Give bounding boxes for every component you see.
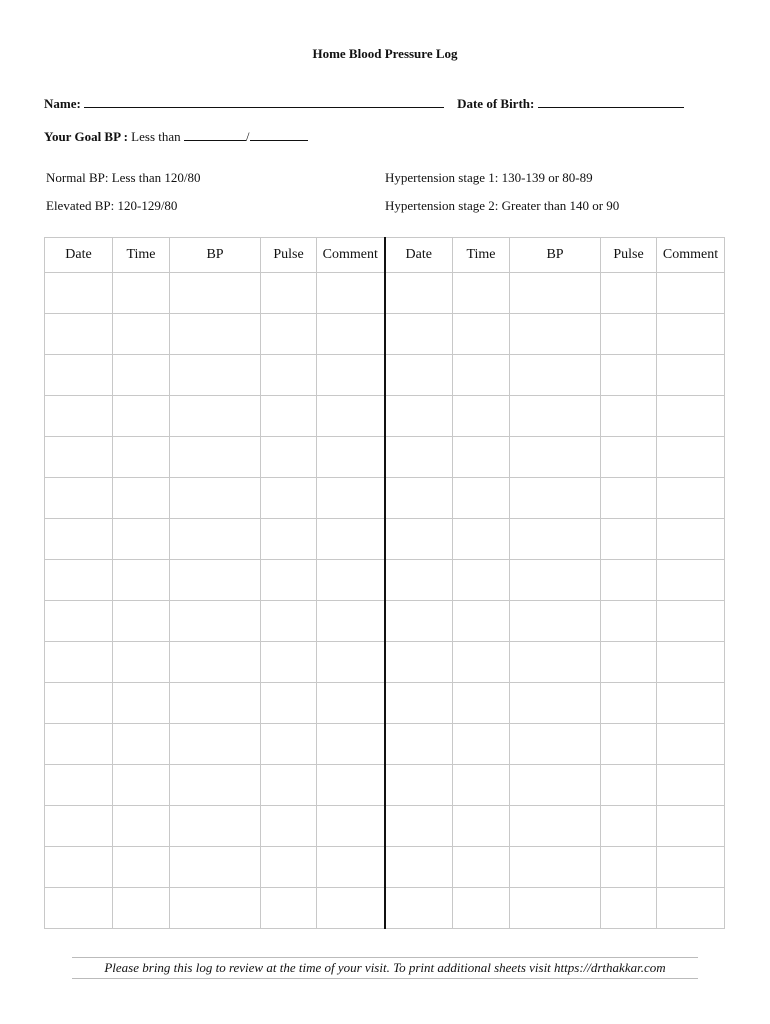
log-cell[interactable] <box>385 560 453 601</box>
log-cell[interactable] <box>170 888 261 929</box>
log-cell[interactable] <box>510 396 601 437</box>
log-cell[interactable] <box>510 601 601 642</box>
log-cell[interactable] <box>385 847 453 888</box>
log-cell[interactable] <box>113 601 170 642</box>
name-field[interactable] <box>84 96 444 108</box>
log-cell[interactable] <box>601 765 657 806</box>
log-cell[interactable] <box>601 437 657 478</box>
log-cell[interactable] <box>657 314 725 355</box>
log-cell[interactable] <box>657 355 725 396</box>
log-cell[interactable] <box>657 396 725 437</box>
log-cell[interactable] <box>385 478 453 519</box>
log-cell[interactable] <box>601 847 657 888</box>
col-pulse-2: Pulse <box>601 238 657 273</box>
log-cell[interactable] <box>657 560 725 601</box>
log-cell[interactable] <box>453 601 510 642</box>
log-cell[interactable] <box>385 437 453 478</box>
col-comment-2: Comment <box>657 238 725 273</box>
log-cell[interactable] <box>317 806 385 847</box>
log-cell[interactable] <box>45 396 113 437</box>
log-cell[interactable] <box>317 888 385 929</box>
log-cell[interactable] <box>261 888 317 929</box>
log-cell[interactable] <box>261 601 317 642</box>
log-cell[interactable] <box>113 683 170 724</box>
normal-bp-text: Normal BP: Less than 120/80 <box>46 170 201 185</box>
log-cell[interactable] <box>510 888 601 929</box>
log-cell[interactable] <box>170 642 261 683</box>
log-cell[interactable] <box>317 273 385 314</box>
log-cell[interactable] <box>385 765 453 806</box>
log-cell[interactable] <box>601 724 657 765</box>
col-time-2: Time <box>453 238 510 273</box>
log-cell[interactable] <box>317 519 385 560</box>
log-cell[interactable] <box>170 314 261 355</box>
log-cell[interactable] <box>113 273 170 314</box>
log-cell[interactable] <box>510 314 601 355</box>
table-row <box>45 806 725 847</box>
log-cell[interactable] <box>113 888 170 929</box>
log-cell[interactable] <box>45 683 113 724</box>
log-cell[interactable] <box>510 642 601 683</box>
dob-field[interactable] <box>538 96 684 108</box>
log-cell[interactable] <box>385 314 453 355</box>
header-row <box>45 238 725 273</box>
col-bp-2: BP <box>510 238 601 273</box>
log-cell[interactable] <box>453 273 510 314</box>
log-cell[interactable] <box>317 847 385 888</box>
log-cell[interactable] <box>113 724 170 765</box>
log-cell[interactable] <box>261 396 317 437</box>
log-cell[interactable] <box>45 765 113 806</box>
table-row <box>45 724 725 765</box>
stage2-text: Hypertension stage 2: Greater than 140 or 90 <box>385 198 620 213</box>
table-row <box>45 314 725 355</box>
log-cell[interactable] <box>657 765 725 806</box>
log-cell[interactable] <box>510 765 601 806</box>
log-cell[interactable] <box>657 888 725 929</box>
log-cell[interactable] <box>317 396 385 437</box>
log-cell[interactable] <box>601 273 657 314</box>
log-cell[interactable] <box>170 683 261 724</box>
log-cell[interactable] <box>657 437 725 478</box>
log-cell[interactable] <box>657 478 725 519</box>
table-row <box>45 847 725 888</box>
log-cell[interactable] <box>170 519 261 560</box>
log-cell[interactable] <box>601 519 657 560</box>
stage1-text: Hypertension stage 1: 130-139 or 80-89 <box>385 170 593 185</box>
log-table <box>44 237 725 929</box>
log-cell[interactable] <box>657 806 725 847</box>
log-cell[interactable] <box>601 314 657 355</box>
log-cell[interactable] <box>510 683 601 724</box>
log-cell[interactable] <box>510 724 601 765</box>
log-cell[interactable] <box>261 642 317 683</box>
log-cell[interactable] <box>45 601 113 642</box>
log-cell[interactable] <box>45 847 113 888</box>
table-row <box>45 478 725 519</box>
log-cell[interactable] <box>317 724 385 765</box>
log-cell[interactable] <box>385 683 453 724</box>
log-cell[interactable] <box>170 806 261 847</box>
table-row <box>45 273 725 314</box>
log-cell[interactable] <box>113 847 170 888</box>
log-cell[interactable] <box>45 314 113 355</box>
log-cell[interactable] <box>170 560 261 601</box>
log-cell[interactable] <box>453 519 510 560</box>
table-row <box>45 519 725 560</box>
col-date-2: Date <box>385 238 453 273</box>
log-cell[interactable] <box>453 806 510 847</box>
log-cell[interactable] <box>317 642 385 683</box>
dob-label: Date of Birth: <box>457 96 535 111</box>
log-cell[interactable] <box>601 396 657 437</box>
table-row <box>45 601 725 642</box>
log-cell[interactable] <box>45 560 113 601</box>
log-cell[interactable] <box>261 314 317 355</box>
log-cell[interactable] <box>261 273 317 314</box>
log-cell[interactable] <box>601 888 657 929</box>
log-cell[interactable] <box>45 724 113 765</box>
log-cell[interactable] <box>45 642 113 683</box>
log-cell[interactable] <box>385 724 453 765</box>
log-cell[interactable] <box>453 847 510 888</box>
col-time: Time <box>113 238 170 273</box>
log-cell[interactable] <box>45 273 113 314</box>
log-cell[interactable] <box>453 724 510 765</box>
log-cell[interactable] <box>113 314 170 355</box>
table-row <box>45 396 725 437</box>
log-cell[interactable] <box>113 806 170 847</box>
log-cell[interactable] <box>657 724 725 765</box>
log-cell[interactable] <box>385 601 453 642</box>
log-cell[interactable] <box>113 765 170 806</box>
log-cell[interactable] <box>317 560 385 601</box>
log-cell[interactable] <box>170 765 261 806</box>
log-cell[interactable] <box>453 765 510 806</box>
name-label: Name: <box>44 96 81 111</box>
log-cell[interactable] <box>113 437 170 478</box>
log-cell[interactable] <box>261 437 317 478</box>
table-row <box>45 683 725 724</box>
log-cell[interactable] <box>453 314 510 355</box>
log-cell[interactable] <box>113 642 170 683</box>
log-cell[interactable] <box>261 560 317 601</box>
log-cell[interactable] <box>453 396 510 437</box>
elevated-bp-text: Elevated BP: 120-129/80 <box>46 198 178 213</box>
log-cell[interactable] <box>601 355 657 396</box>
log-cell[interactable] <box>453 478 510 519</box>
log-cell[interactable] <box>317 765 385 806</box>
log-cell[interactable] <box>385 355 453 396</box>
log-cell[interactable] <box>113 396 170 437</box>
log-cell[interactable] <box>170 847 261 888</box>
log-cell[interactable] <box>657 642 725 683</box>
log-cell[interactable] <box>170 724 261 765</box>
log-cell[interactable] <box>317 478 385 519</box>
log-cell[interactable] <box>170 355 261 396</box>
log-cell[interactable] <box>601 806 657 847</box>
log-cell[interactable] <box>657 273 725 314</box>
table-row <box>45 560 725 601</box>
log-cell[interactable] <box>45 355 113 396</box>
log-cell[interactable] <box>601 560 657 601</box>
table-row <box>45 765 725 806</box>
goal-label: Your Goal BP : <box>44 129 128 144</box>
col-bp: BP <box>170 238 261 273</box>
log-cell[interactable] <box>45 888 113 929</box>
log-cell[interactable] <box>261 478 317 519</box>
log-cell[interactable] <box>385 806 453 847</box>
col-comment: Comment <box>317 238 385 273</box>
footer-note: Please bring this log to review at the time of your visit. To print additional sheets visit https://drthakkar.com <box>72 957 698 979</box>
log-cell[interactable] <box>317 683 385 724</box>
log-cell[interactable] <box>601 642 657 683</box>
table-row <box>45 642 725 683</box>
log-cell[interactable] <box>385 888 453 929</box>
log-cell[interactable] <box>601 601 657 642</box>
log-cell[interactable] <box>113 560 170 601</box>
log-cell[interactable] <box>453 642 510 683</box>
log-cell[interactable] <box>510 355 601 396</box>
log-cell[interactable] <box>453 355 510 396</box>
log-cell[interactable] <box>510 847 601 888</box>
table-row <box>45 888 725 929</box>
goal-row <box>44 129 308 145</box>
log-cell[interactable] <box>657 847 725 888</box>
log-cell[interactable] <box>385 642 453 683</box>
log-cell[interactable] <box>657 519 725 560</box>
log-cell[interactable] <box>317 355 385 396</box>
log-cell[interactable] <box>261 847 317 888</box>
log-cell[interactable] <box>45 478 113 519</box>
log-cell[interactable] <box>45 519 113 560</box>
log-cell[interactable] <box>453 560 510 601</box>
log-cell[interactable] <box>45 437 113 478</box>
log-cell[interactable] <box>45 806 113 847</box>
table-row <box>45 437 725 478</box>
goal-text: Less than <box>131 129 181 144</box>
log-cell[interactable] <box>385 396 453 437</box>
col-pulse: Pulse <box>261 238 317 273</box>
log-cell[interactable] <box>510 806 601 847</box>
log-cell[interactable] <box>170 478 261 519</box>
log-cell[interactable] <box>453 437 510 478</box>
log-cell[interactable] <box>510 519 601 560</box>
page-title: Home Blood Pressure Log <box>312 46 458 61</box>
log-cell[interactable] <box>113 355 170 396</box>
log-cell[interactable] <box>510 273 601 314</box>
log-cell[interactable] <box>601 683 657 724</box>
log-cell[interactable] <box>170 273 261 314</box>
name-row <box>44 96 684 112</box>
log-cell[interactable] <box>317 601 385 642</box>
log-cell[interactable] <box>317 314 385 355</box>
log-cell[interactable] <box>385 519 453 560</box>
log-cell[interactable] <box>453 683 510 724</box>
col-date: Date <box>45 238 113 273</box>
table-row <box>45 355 725 396</box>
log-cell[interactable] <box>317 437 385 478</box>
log-cell[interactable] <box>657 601 725 642</box>
log-cell[interactable] <box>261 806 317 847</box>
log-cell[interactable] <box>601 478 657 519</box>
goal-separator: / <box>245 129 250 144</box>
log-cell[interactable] <box>510 478 601 519</box>
log-cell[interactable] <box>453 888 510 929</box>
goal-diastolic-field[interactable] <box>250 129 308 141</box>
log-cell[interactable] <box>261 519 317 560</box>
log-cell[interactable] <box>261 683 317 724</box>
log-cell[interactable] <box>510 560 601 601</box>
log-cell[interactable] <box>170 601 261 642</box>
log-cell[interactable] <box>170 396 261 437</box>
log-cell[interactable] <box>113 519 170 560</box>
log-cell[interactable] <box>385 273 453 314</box>
log-cell[interactable] <box>657 683 725 724</box>
log-cell[interactable] <box>261 765 317 806</box>
log-cell[interactable] <box>170 437 261 478</box>
log-cell[interactable] <box>510 437 601 478</box>
log-cell[interactable] <box>261 355 317 396</box>
log-cell[interactable] <box>261 724 317 765</box>
log-cell[interactable] <box>113 478 170 519</box>
goal-systolic-field[interactable] <box>184 129 246 141</box>
